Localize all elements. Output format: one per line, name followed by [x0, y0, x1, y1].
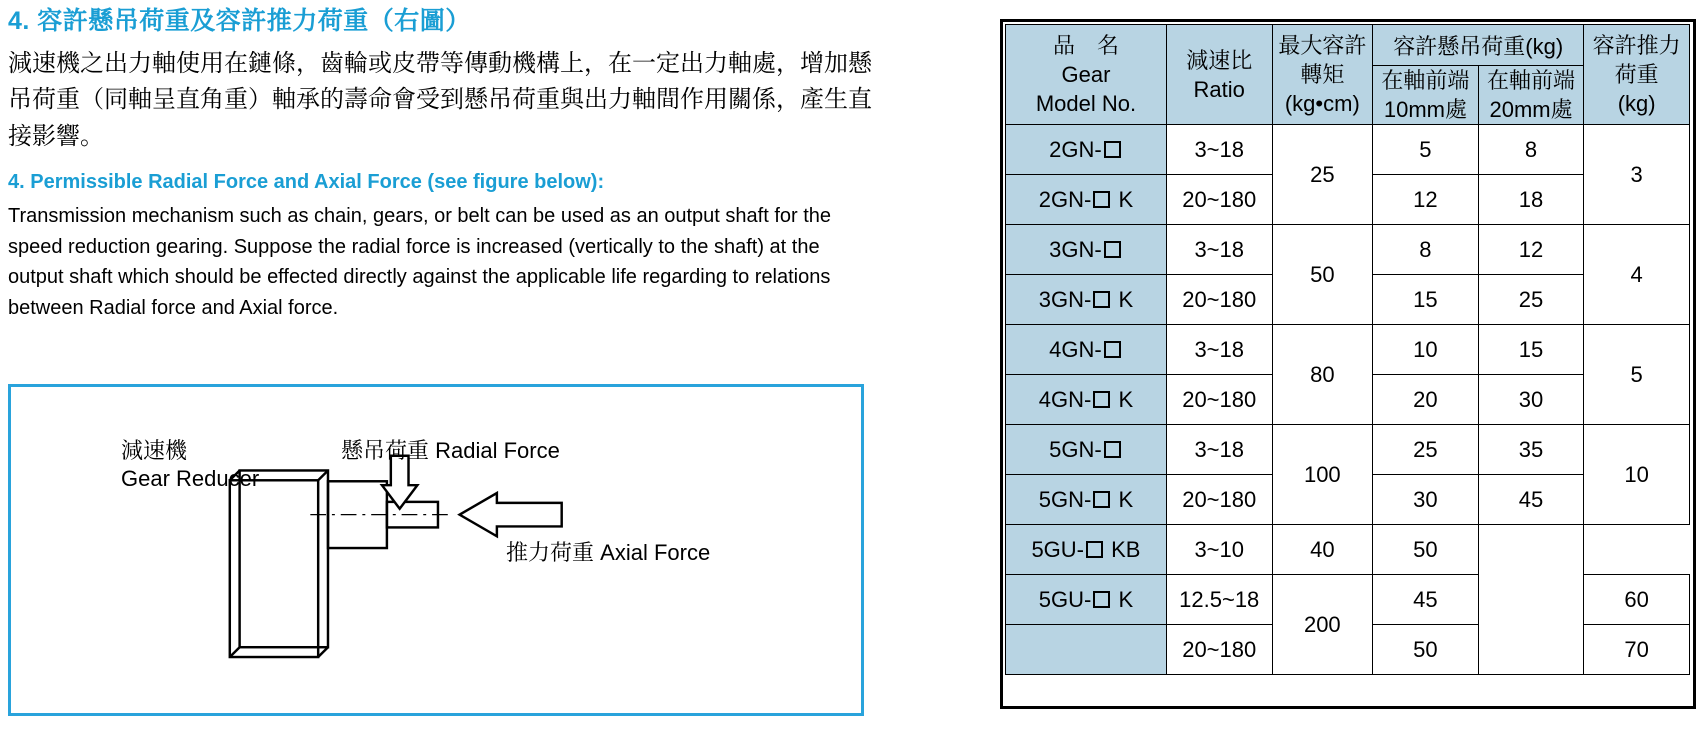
figure-label-radial-force-cn: 懸吊荷重 [341, 438, 430, 463]
cell-radial-20mm: 8 [1478, 125, 1584, 175]
header-radial-20mm [1478, 66, 1584, 125]
section-paragraph-english: Transmission mechanism such as chain, gears, or belt can be used as an output shaft for the speed reduction gearing. Suppose the radial force is increased (vertically to the shaft) at the output shaft which should be effected directly against the applicable life regarding to relations between Radial force and Axial force. [8, 205, 832, 319]
model-prefix: 3GN- [1049, 236, 1102, 262]
cell-axial-force: 5 [1584, 325, 1690, 425]
header-ratio-cn: 減速比 [1186, 47, 1253, 73]
table-row [1006, 575, 1690, 625]
header-axial-line2: 荷重 [1614, 62, 1659, 88]
cell-ratio: 20~180 [1166, 475, 1272, 525]
model-suffix: K [1112, 386, 1134, 412]
model-suffix: K [1112, 286, 1134, 312]
header-axial-line3: (kg) [1617, 91, 1656, 117]
table-row [1006, 225, 1690, 275]
spec-table-container [1005, 24, 1695, 675]
permissible-force-table [1005, 24, 1690, 675]
cell-ratio: 3~18 [1166, 325, 1272, 375]
cell-radial-10mm: 10 [1373, 325, 1479, 375]
cell-radial-20mm: 15 [1478, 325, 1584, 375]
figure-label-radial-force-en: Radial Force [435, 438, 560, 463]
figure-label-gear-reducer-cn: 減速機 [121, 438, 188, 463]
cell-model [1006, 175, 1167, 225]
cell-radial-10mm: 50 [1373, 625, 1479, 675]
model-suffix: K [1112, 586, 1134, 612]
cell-radial-20mm: 18 [1478, 175, 1584, 225]
square-placeholder-icon [1086, 541, 1103, 558]
cell-ratio: 20~180 [1166, 375, 1272, 425]
cell-model [1006, 425, 1167, 475]
figure-label-gear-reducer [121, 437, 259, 492]
square-placeholder-icon [1093, 491, 1110, 508]
cell-ratio: 20~180 [1166, 625, 1272, 675]
model-prefix: 2GN- [1038, 186, 1092, 212]
cell-axial-force [1478, 525, 1584, 675]
square-placeholder-icon [1104, 241, 1121, 258]
square-placeholder-icon [1104, 141, 1121, 158]
figure-panel [8, 384, 864, 716]
header-max-torque [1272, 25, 1373, 125]
model-suffix: K [1112, 186, 1134, 212]
cell-radial-20mm: 70 [1584, 625, 1690, 675]
header-axial [1584, 25, 1690, 125]
square-placeholder-icon [1093, 291, 1110, 308]
cell-model [1006, 525, 1167, 575]
cell-radial-20mm: 60 [1584, 575, 1690, 625]
cell-radial-20mm: 12 [1478, 225, 1584, 275]
cell-radial-20mm: 30 [1478, 375, 1584, 425]
figure-label-gear-reducer-en: Gear Reducer [121, 465, 260, 491]
header-radial-20mm-line2: 20mm處 [1489, 97, 1573, 123]
header-radial-20mm-line1: 在軸前端 [1487, 68, 1576, 93]
figure-label-axial-force-cn: 推力荷重 [506, 540, 595, 565]
model-prefix: 5GU- [1031, 536, 1084, 562]
cell-model [1006, 325, 1167, 375]
cell-ratio: 3~18 [1166, 125, 1272, 175]
cell-ratio: 20~180 [1166, 175, 1272, 225]
cell-radial-10mm: 8 [1373, 225, 1479, 275]
table-body [1006, 125, 1690, 675]
cell-radial-10mm: 25 [1373, 425, 1479, 475]
square-placeholder-icon [1093, 191, 1110, 208]
cell-ratio: 3~18 [1166, 225, 1272, 275]
cell-radial-20mm: 50 [1373, 525, 1479, 575]
figure-label-axial-force-en: Axial Force [600, 540, 711, 565]
cell-model [1006, 125, 1167, 175]
cell-ratio: 12.5~18 [1166, 575, 1272, 625]
cell-axial-force: 10 [1584, 425, 1690, 525]
table-row [1006, 125, 1690, 175]
cell-radial-10mm: 12 [1373, 175, 1479, 225]
table-head [1006, 25, 1690, 125]
cell-axial-force: 4 [1584, 225, 1690, 325]
header-ratio-en: Ratio [1193, 76, 1245, 102]
cell-radial-10mm: 5 [1373, 125, 1479, 175]
header-model [1006, 25, 1167, 125]
header-model-en1: Gear [1061, 62, 1111, 88]
model-prefix: 5GU- [1038, 586, 1092, 612]
cell-model [1006, 625, 1167, 675]
header-model-en2: Model No. [1035, 91, 1137, 117]
header-radial-10mm-line1: 在軸前端 [1381, 68, 1470, 93]
cell-ratio: 20~180 [1166, 275, 1272, 325]
cell-radial-20mm: 45 [1478, 475, 1584, 525]
header-radial-group: 容許懸吊荷重(kg) [1373, 25, 1584, 66]
model-prefix: 2GN- [1049, 136, 1102, 162]
header-axial-line1: 容許推力 [1592, 32, 1681, 58]
section-heading-chinese: 4. 容許懸吊荷重及容許推力荷重（右圖） [8, 7, 471, 35]
square-placeholder-icon [1093, 391, 1110, 408]
square-placeholder-icon [1104, 341, 1121, 358]
cell-radial-20mm: 35 [1478, 425, 1584, 475]
header-ratio [1166, 25, 1272, 125]
model-suffix: K [1112, 486, 1134, 512]
table-row [1006, 525, 1690, 575]
section-paragraph-chinese: 減速機之出力軸使用在鏈條，齒輪或皮帶等傳動機構上，在一定出力軸處，增加懸吊荷重（同軸呈直角重）軸承的壽命會受到懸吊荷重與出力軸間作用關係，產生直接影響。 [8, 50, 872, 150]
model-prefix: 5GN- [1049, 436, 1102, 462]
gear-reducer-diagram [11, 387, 861, 713]
cell-max-torque: 200 [1272, 575, 1373, 675]
model-prefix: 4GN- [1038, 386, 1092, 412]
cell-radial-20mm: 25 [1478, 275, 1584, 325]
cell-radial-10mm: 45 [1373, 575, 1479, 625]
header-radial-10mm-line2: 10mm處 [1383, 97, 1467, 123]
figure-label-axial-force [506, 539, 710, 567]
cell-max-torque: 25 [1272, 125, 1373, 225]
cell-max-torque: 50 [1272, 225, 1373, 325]
model-prefix: 5GN- [1038, 486, 1092, 512]
header-radial-10mm [1373, 66, 1479, 125]
cell-radial-10mm: 20 [1373, 375, 1479, 425]
cell-ratio: 3~10 [1166, 525, 1272, 575]
table-row [1006, 325, 1690, 375]
figure-label-radial-force [341, 437, 560, 465]
cell-model [1006, 375, 1167, 425]
cell-model [1006, 275, 1167, 325]
header-model-cn: 品 名 [1052, 32, 1119, 58]
model-prefix: 3GN- [1038, 286, 1092, 312]
section-heading-english: 4. Permissible Radial Force and Axial Force (see figure below): [8, 171, 605, 194]
table-row [1006, 425, 1690, 475]
model-prefix: 4GN- [1049, 336, 1102, 362]
cell-radial-10mm: 30 [1373, 475, 1479, 525]
cell-model [1006, 225, 1167, 275]
cell-radial-10mm: 15 [1373, 275, 1479, 325]
model-suffix: KB [1105, 536, 1141, 562]
cell-model [1006, 475, 1167, 525]
cell-max-torque: 80 [1272, 325, 1373, 425]
square-placeholder-icon [1104, 441, 1121, 458]
cell-max-torque: 100 [1272, 425, 1373, 525]
cell-ratio: 3~18 [1166, 425, 1272, 475]
cell-axial-force: 3 [1584, 125, 1690, 225]
square-placeholder-icon [1093, 591, 1110, 608]
cell-model [1006, 575, 1167, 625]
header-max-torque-line3: (kg•cm) [1284, 91, 1360, 117]
header-max-torque-line2: 轉矩 [1300, 62, 1345, 88]
table-header-row-1 [1006, 25, 1690, 66]
header-max-torque-line1: 最大容許 [1278, 32, 1367, 58]
cell-radial-10mm: 40 [1272, 525, 1373, 575]
